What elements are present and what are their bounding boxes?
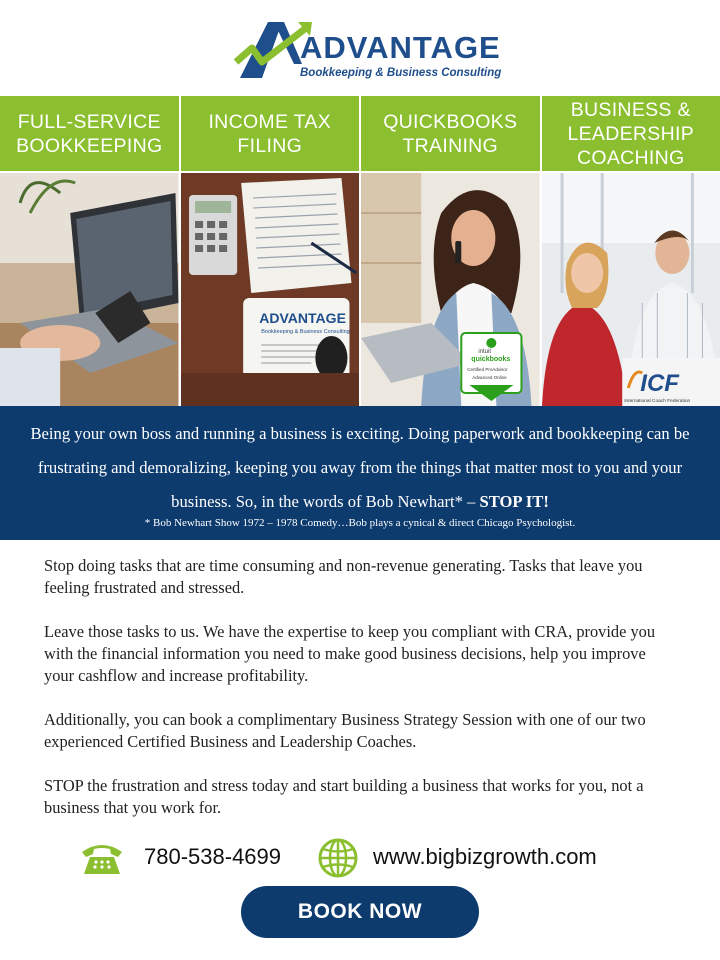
body-paragraph-3: Additionally, you can book a complimentary Business Strategy Session with one of our two experienced Certified Business and Leadership Coaches.	[44, 710, 646, 751]
contact-row	[0, 836, 720, 880]
service-header	[0, 96, 179, 171]
service-header	[181, 96, 360, 171]
woman-phone-laptop-photo	[361, 171, 540, 406]
body-paragraph-4: STOP the frustration and stress today and start building a business that works for you, not a business that you work for.	[44, 776, 644, 817]
intro-body: Being your own boss and running a business is exciting. Doing paperwork and bookkeeping can be frustrating and demoralizing, keeping you away from the things that matter most to you and your business. So, in the words of Bob Newhart* –	[30, 424, 690, 511]
laptop-calculator-photo	[0, 171, 179, 406]
intro-footnote: * Bob Newhart Show 1972 – 1978 Comedy…Bob plays a cynical & direct Chicago Psychologist.	[144, 517, 576, 529]
service-label: BUSINESS & LEADERSHIP COACHING	[567, 98, 695, 169]
brand-tagline: Bookkeeping & Business Consulting	[300, 67, 502, 79]
body-copy	[44, 555, 674, 841]
coaching-team-photo	[542, 171, 720, 406]
body-paragraph-2: Leave those tasks to us. We have the expertise to keep you compliant with CRA, provide you with the financial information you need to make good business decisions, help you improve your cashflow and increase profitability.	[44, 622, 656, 685]
intro-text	[8, 417, 712, 519]
tax-forms-desk-photo	[181, 171, 360, 406]
card-brand: ADVANTAGE	[258, 310, 346, 326]
qb-badge-cert: Certified ProAdvisor	[467, 367, 508, 372]
qb-badge-brand: quickbooks	[471, 356, 511, 363]
service-label: FULL-SERVICE BOOKKEEPING	[16, 110, 163, 157]
service-header	[361, 96, 540, 171]
book-now-button[interactable]: BOOK NOW	[241, 886, 479, 938]
service-quickbooks	[361, 96, 542, 406]
phone-icon	[80, 840, 124, 876]
phone-number-link[interactable]: 780-538-4699	[144, 844, 282, 869]
service-income-tax	[181, 96, 362, 406]
icf-name: International Coach Federation	[623, 399, 690, 404]
service-bookkeeping	[0, 96, 181, 406]
brand-logo	[0, 0, 720, 96]
qb-badge-top: intuit	[478, 349, 492, 355]
card-tagline: Bookkeeping & Business Consulting	[260, 329, 350, 335]
intro-emphasis: STOP IT!	[479, 492, 549, 511]
qb-badge-level: Advanced Online	[472, 375, 507, 380]
services-strip	[0, 96, 720, 406]
intro-band	[0, 406, 720, 540]
brand-name: ADVANTAGE	[300, 30, 501, 65]
service-coaching	[542, 96, 720, 406]
service-header	[542, 96, 720, 171]
website-link[interactable]: www.bigbizgrowth.com	[373, 844, 597, 869]
service-label: INCOME TAX FILING	[208, 110, 332, 157]
body-paragraph-1: Stop doing tasks that are time consuming and non-revenue generating. Tasks that leave you feeling frustrated and stressed.	[44, 556, 643, 597]
icf-logo: ICF	[639, 370, 679, 397]
globe-icon	[318, 838, 358, 878]
service-label: QUICKBOOKS TRAINING	[383, 110, 518, 157]
